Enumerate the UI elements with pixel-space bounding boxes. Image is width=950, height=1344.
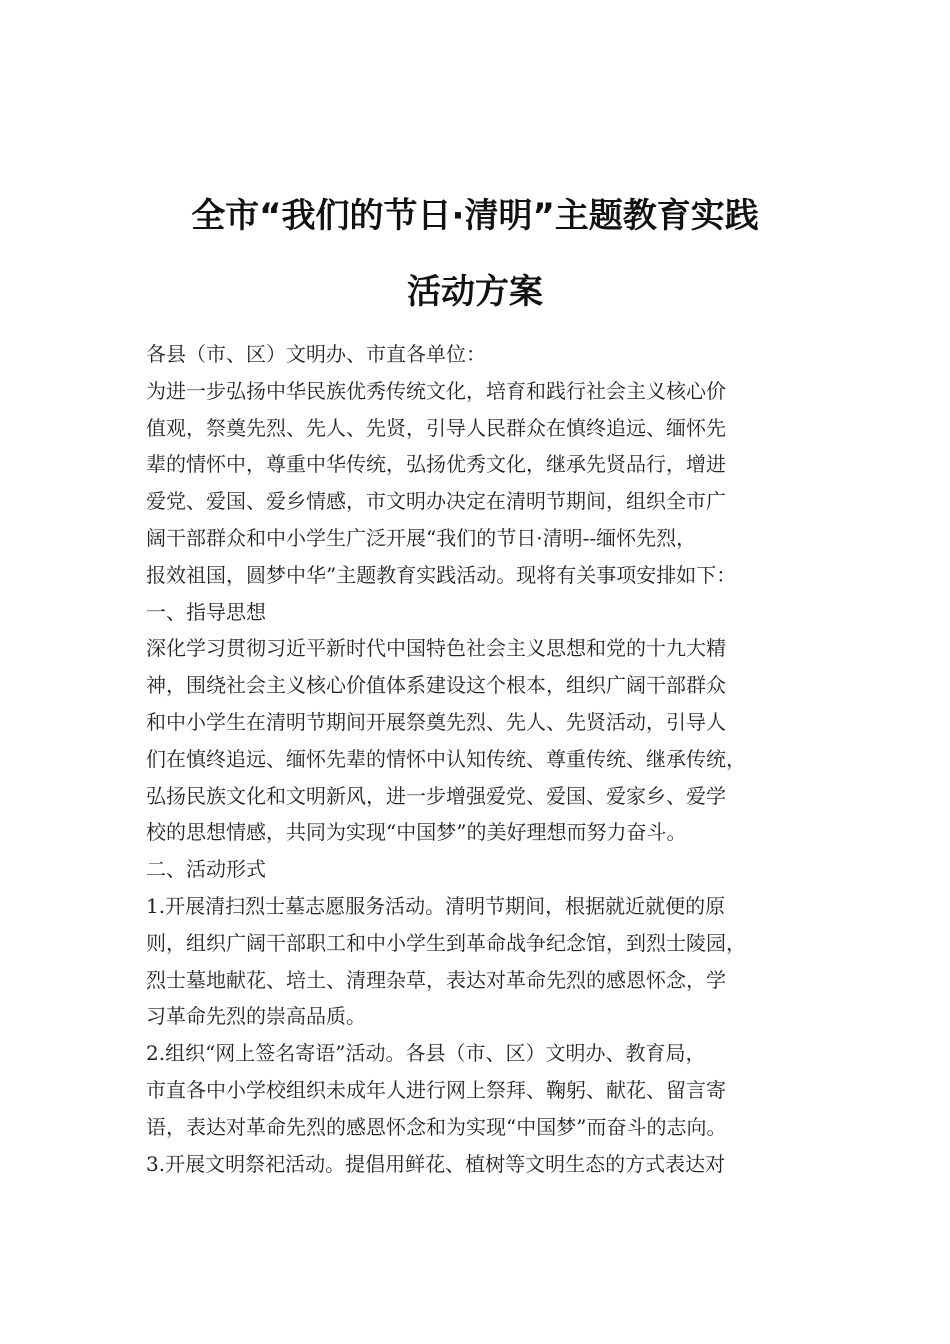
body-line: 2.组织“网上签名寄语”活动。各县（市、区）文明办、教育局， xyxy=(146,1041,706,1066)
salutation-line: 各县（市、区）文明办、市直各单位： xyxy=(146,342,486,366)
body-line: 烈士墓地献花、培土、清理杂草，表达对革命先烈的感恩怀念，学 xyxy=(146,967,726,992)
body-line: 弘扬民族文化和文明新风，进一步增强爱党、爱国、爱家乡、爱学 xyxy=(146,783,726,808)
body-line: 3.开展文明祭祀活动。提倡用鲜花、植树等文明生态的方式表达对 xyxy=(146,1151,726,1176)
section-heading: 一、指导思想 xyxy=(146,599,266,624)
body-line: 阔干部群众和中小学生广泛开展“我们的节日·清明--缅怀先烈， xyxy=(146,525,697,550)
section-heading: 二、活动形式 xyxy=(146,857,266,882)
body-line: 1.开展清扫烈士墓志愿服务活动。清明节期间，根据就近就便的原 xyxy=(146,893,726,918)
document-title-line-2: 活动方案 xyxy=(407,272,543,312)
body-line: 校的思想情感，共同为实现“中国梦”的美好理想而努力奋斗。 xyxy=(146,820,687,845)
body-line: 为进一步弘扬中华民族优秀传统文化，培育和践行社会主义核心价 xyxy=(146,378,726,403)
body-line: 和中小学生在清明节期间开展祭奠先烈、先人、先贤活动，引导人 xyxy=(146,709,726,734)
body-line: 辈的情怀中，尊重中华传统，弘扬优秀文化，继承先贤品行，增进 xyxy=(146,452,726,477)
document-body xyxy=(146,336,816,1182)
body-line: 们在慎终追远、缅怀先辈的情怀中认知传统、尊重传统、继承传统， xyxy=(146,746,746,771)
body-line: 市直各中小学校组织未成年人进行网上祭拜、鞠躬、献花、留言寄 xyxy=(146,1077,726,1102)
body-line: 爱党、爱国、爱乡情感，市文明办决定在清明节期间，组织全市广 xyxy=(146,489,726,514)
body-line: 习革命先烈的崇高品质。 xyxy=(146,1004,366,1029)
body-line: 则，组织广阔干部职工和中小学生到革命战争纪念馆，到烈士陵园， xyxy=(146,930,746,955)
document-title-line-1: 全市“我们的节日·清明”主题教育实践 xyxy=(191,196,759,236)
body-line: 深化学习贯彻习近平新时代中国特色社会主义思想和党的十九大精 xyxy=(146,636,726,661)
body-line: 值观，祭奠先烈、先人、先贤，引导人民群众在慎终追远、缅怀先 xyxy=(146,415,726,440)
body-line: 语，表达对革命先烈的感恩怀念和为实现“中国梦”而奋斗的志向。 xyxy=(146,1114,727,1139)
body-line: 神，围绕社会主义核心价值体系建设这个根本，组织广阔干部群众 xyxy=(146,673,726,698)
body-line: 报效祖国，圆梦中华”主题教育实践活动。现将有关事项安排如下： xyxy=(146,562,737,587)
